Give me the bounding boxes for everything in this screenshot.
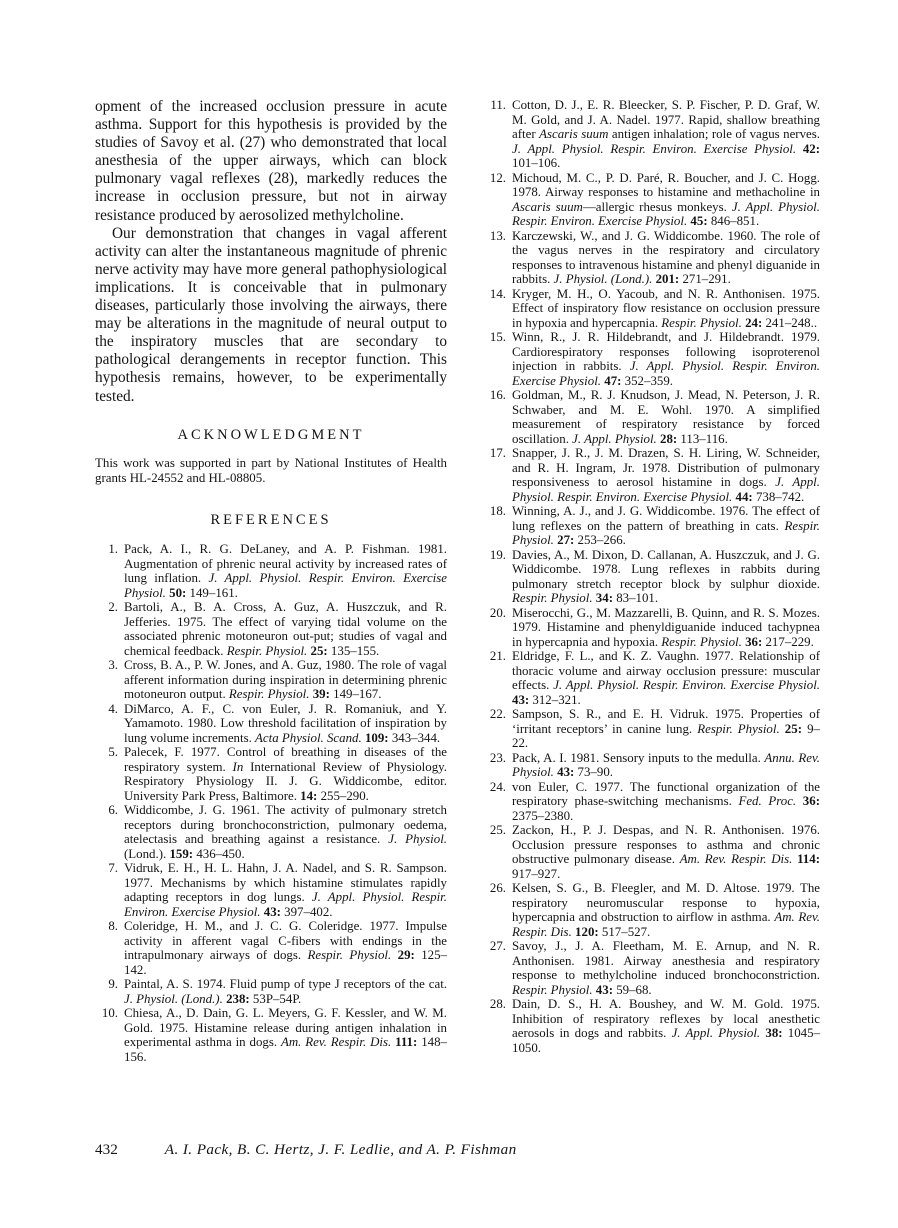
references-list-left bbox=[95, 542, 447, 1064]
reference-text: Coleridge, H. M., and J. C. G. Coleridge. 1977. Impulse activity in afferent vagal C-fibers with endings in the intrapulmonary airways of dogs. Respir. Physiol. 29: 125–142. bbox=[124, 919, 447, 977]
reference-item bbox=[483, 649, 820, 707]
references-list-right bbox=[483, 98, 820, 1055]
reference-text: Karczewski, W., and J. G. Widdicombe. 1960. The role of the vagus nerves in the respiratory and circulatory responses to intravenous histamine and phenyl diguanide in rabbits. J. Physiol. (Lond.). 201: 271–291. bbox=[512, 228, 820, 286]
reference-text: Davies, A., M. Dixon, D. Callanan, A. Huszczuk, and J. G. Widdicombe. 1978. Lung reflexes in rabbits during pulmonary stretch receptor block by sulphur dioxide. Respir. Physiol. 34: 83–101. bbox=[512, 547, 820, 605]
reference-item bbox=[483, 330, 820, 388]
reference-number: 5. bbox=[108, 745, 118, 759]
reference-item bbox=[483, 823, 820, 881]
reference-number: 7. bbox=[108, 861, 118, 875]
reference-number: 8. bbox=[108, 919, 118, 933]
reference-text: Pack, A. I., R. G. DeLaney, and A. P. Fishman. 1981. Augmentation of phrenic neural activity by increased rates of lung inflation. J. Appl. Physiol. Respir. Environ. Exercise Physiol. 50: 149–161. bbox=[124, 542, 447, 600]
reference-text: DiMarco, A. F., C. von Euler, J. R. Romaniuk, and Y. Yamamoto. 1980. Low threshold facilitation of inspiration by lung volume increments. Acta Physiol. Scand. 109: 343–344. bbox=[124, 701, 447, 745]
left-column bbox=[95, 98, 447, 1064]
reference-number: 1. bbox=[108, 542, 118, 556]
reference-item bbox=[95, 702, 447, 746]
reference-item bbox=[483, 548, 820, 606]
reference-number: 21. bbox=[489, 649, 506, 663]
reference-item bbox=[95, 658, 447, 702]
reference-text: Dain, D. S., H. A. Boushey, and W. M. Gold. 1975. Inhibition of respiratory reflexes by local anesthetic aerosols in dogs and rabbits. J. Appl. Physiol. 38: 1045–1050. bbox=[512, 997, 821, 1055]
reference-number: 17. bbox=[489, 446, 506, 460]
reference-item bbox=[483, 751, 820, 780]
reference-number: 12. bbox=[489, 170, 506, 185]
reference-text: Zackon, H., P. J. Despas, and N. R. Anthonisen. 1976. Occlusion pressure responses to asthma and chronic obstructive pulmonary disease. Am. Rev. Respir. Dis. 114: 917–927. bbox=[512, 823, 820, 881]
reference-number: 15. bbox=[489, 330, 506, 344]
reference-item bbox=[95, 1006, 447, 1064]
reference-text: Pack, A. I. 1981. Sensory inputs to the medulla. Annu. Rev. Physiol. 43: 73–90. bbox=[512, 750, 820, 779]
reference-item bbox=[483, 446, 820, 504]
reference-number: 20. bbox=[489, 605, 506, 620]
reference-number: 18. bbox=[489, 504, 506, 518]
right-column bbox=[483, 98, 820, 1064]
reference-item bbox=[95, 542, 447, 600]
reference-item bbox=[483, 98, 820, 171]
reference-number: 13. bbox=[489, 228, 506, 243]
reference-item bbox=[483, 780, 820, 824]
reference-number: 16. bbox=[489, 388, 506, 402]
reference-number: 6. bbox=[108, 803, 118, 817]
reference-text: Paintal, A. S. 1974. Fluid pump of type J receptors of the cat. J. Physiol. (Lond.). 238: 53P–54P. bbox=[124, 977, 447, 1006]
page-number: 432 bbox=[95, 1141, 118, 1158]
page-footer bbox=[95, 1141, 820, 1159]
acknowledgment-heading: ACKNOWLEDGMENT bbox=[177, 426, 365, 443]
reference-text: Snapper, J. R., J. M. Drazen, S. H. Liring, W. Schneider, and R. H. Ingram, Jr. 1978. Distribution of pulmonary responsiveness to aerosol histamine in dogs. J. Appl. Physiol. Respir. Environ. Exercise Physiol. 44: 738–742. bbox=[512, 446, 820, 504]
reference-number: 27. bbox=[489, 939, 506, 953]
reference-number: 19. bbox=[489, 547, 506, 562]
reference-item bbox=[483, 229, 820, 287]
reference-text: Sampson, S. R., and E. H. Vidruk. 1975. Properties of ‘irritant receptors’ in canine lung. Respir. Physiol. 25: 9–22. bbox=[512, 707, 820, 750]
reference-item bbox=[483, 606, 820, 650]
reference-text: Cotton, D. J., E. R. Bleecker, S. P. Fischer, P. D. Graf, W. M. Gold, and J. A. Nadel. 1977. Rapid, shallow breathing after Ascaris suum antigen inhalation; role of vagus nerves. J. Appl. Physiol. Respir. Environ. Exercise Physiol. 42: 101–106. bbox=[512, 98, 820, 170]
reference-text: Winning, A. J., and J. G. Widdicombe. 1976. The effect of lung reflexes on the pattern of breathing in cats. Respir. Physiol. 27: 253–266. bbox=[512, 504, 820, 547]
reference-number: 22. bbox=[489, 707, 506, 721]
reference-text: Michoud, M. C., P. D. Paré, R. Boucher, and J. C. Hogg. 1978. Airway responses to histamine and methacholine in Ascaris suum—allergic rhesus monkeys. J. Appl. Physiol. Respir. Environ. Exercise Physiol. 45: 846–851. bbox=[512, 170, 820, 228]
reference-item bbox=[483, 939, 820, 997]
reference-number: 14. bbox=[489, 286, 506, 301]
reference-item bbox=[483, 997, 820, 1055]
reference-item bbox=[483, 707, 820, 751]
reference-number: 28. bbox=[489, 997, 506, 1011]
reference-text: Winn, R., J. R. Hildebrandt, and J. Hildebrandt. 1979. Cardiorespiratory responses following isoproterenol injection in rabbits. J. Appl. Physiol. Respir. Environ. Exercise Physiol. 47: 352–359. bbox=[512, 330, 821, 388]
reference-text: Eldridge, F. L., and K. Z. Vaughn. 1977. Relationship of thoracic volume and airway occlusion pressure: muscular effects. J. Appl. Physiol. Respir. Environ. Exercise Physiol. 43: 312–321. bbox=[512, 649, 821, 707]
acknowledgment-text: This work was supported in part by National Institutes of Health grants HL-24552 and HL-08805. bbox=[95, 455, 447, 485]
reference-item bbox=[95, 803, 447, 861]
reference-item bbox=[483, 287, 820, 331]
reference-text: Savoy, J., J. A. Fleetham, M. E. Arnup, and N. R. Anthonisen. 1981. Airway anesthesia and respiratory response to methylcholine induced bronchoconstriction. Respir. Physiol. 43: 59–68. bbox=[512, 939, 820, 997]
reference-text: Chiesa, A., D. Dain, G. L. Meyers, G. F. Kessler, and W. M. Gold. 1975. Histamine release during antigen inhalation in experimental asthma in dogs. Am. Rev. Respir. Dis. 111: 148–156. bbox=[124, 1006, 447, 1064]
reference-text: Kelsen, S. G., B. Fleegler, and M. D. Altose. 1979. The respiratory neuromuscular response to hypoxia, hypercapnia and obstruction to airflow in asthma. Am. Rev. Respir. Dis. 120: 517–527. bbox=[512, 881, 820, 939]
reference-number: 3. bbox=[108, 658, 118, 672]
reference-text: Vidruk, E. H., H. L. Hahn, J. A. Nadel, and S. R. Sampson. 1977. Mechanisms by which histamine stimulates rapidly adapting receptors in dog lungs. J. Appl. Physiol. Respir. Environ. Exercise Physiol. 43: 397–402. bbox=[124, 861, 447, 919]
reference-text: Bartoli, A., B. A. Cross, A. Guz, A. Huszczuk, and R. Jefferies. 1975. The effect of varying tidal volume on the associated phrenic motoneuron out-put; studies of vagal and chemical feedback. Respir. Physiol. 25: 135–155. bbox=[124, 600, 447, 658]
running-authors: A. I. Pack, B. C. Hertz, J. F. Ledlie, and A. P. Fishman bbox=[164, 1141, 517, 1158]
reference-text: Miserocchi, G., M. Mazzarelli, B. Quinn, and R. S. Mozes. 1979. Histamine and phenyldiguanide induced tachypnea in hypercapnia and hypoxia. Respir. Physiol. 36: 217–229. bbox=[512, 605, 820, 649]
reference-number: 4. bbox=[108, 701, 118, 716]
reference-number: 9. bbox=[108, 977, 118, 991]
reference-number: 24. bbox=[489, 779, 506, 794]
page-content bbox=[95, 98, 820, 1064]
reference-number: 26. bbox=[489, 881, 506, 895]
reference-item bbox=[483, 388, 820, 446]
reference-text: Goldman, M., R. J. Knudson, J. Mead, N. Peterson, J. R. Schwaber, and M. E. Wohl. 1970. A simplified measurement of respiratory resistance by forced oscillation. J. Appl. Physiol. 28: 113–116. bbox=[512, 388, 820, 446]
body-paragraph-discussion: Our demonstration that changes in vagal afferent activity can alter the instantaneous magnitude of phrenic nerve activity may have more general pathophysiological implications. It is conceivable that in pulmonary diseases, particularly those involving the airways, there may be alterations in the magnitude of neural output to the inspiratory muscles that are secondary to pathological derangements in receptor function. This hypothesis remains, however, to be experimentally tested. bbox=[95, 224, 447, 405]
reference-number: 25. bbox=[489, 823, 506, 837]
reference-item bbox=[483, 881, 820, 939]
reference-number: 2. bbox=[108, 600, 118, 614]
reference-number: 23. bbox=[489, 750, 506, 765]
reference-number: 10. bbox=[101, 1006, 118, 1020]
reference-text: Widdicombe, J. G. 1961. The activity of pulmonary stretch receptors during bronchoconstriction, pulmonary oedema, atelectasis and breathing against a resistance. J. Physiol. (Lond.). 159: 436–450. bbox=[124, 803, 447, 861]
reference-number: 11. bbox=[490, 98, 506, 112]
reference-text: Cross, B. A., P. W. Jones, and A. Guz, 1980. The role of vagal afferent information during inspiration in determining phrenic motoneuron output. Respir. Physiol. 39: 149–167. bbox=[124, 658, 447, 701]
reference-text: von Euler, C. 1977. The functional organization of the respiratory phase-switching mechanisms. Fed. Proc. 36: 2375–2380. bbox=[512, 779, 820, 823]
reference-item bbox=[95, 977, 447, 1006]
reference-item bbox=[95, 861, 447, 919]
reference-item bbox=[483, 504, 820, 548]
reference-item bbox=[483, 171, 820, 229]
reference-item bbox=[95, 919, 447, 977]
reference-text: Kryger, M. H., O. Yacoub, and N. R. Anthonisen. 1975. Effect of inspiratory flow resistance on occlusion pressure in hypoxia and hypercapnia. Respir. Physiol. 24: 241–248.. bbox=[512, 286, 820, 330]
reference-text: Palecek, F. 1977. Control of breathing in diseases of the respiratory system. In International Review of Physiology. Respiratory Physiology II. J. G. Widdicombe, editor. University Park Press, Baltimore. 14: 255–290. bbox=[124, 745, 447, 803]
reference-item bbox=[95, 745, 447, 803]
body-paragraph-continuation: opment of the increased occlusion pressure in acute asthma. Support for this hypothesis is provided by the studies of Savoy et al. (27) who demonstrated that local anesthesia of the upper airways, which can block pulmonary vagal reflexes (28), markedly reduces the increase in occlusion pressure, but not in airway resistance produced by aerosolized methylcholine. bbox=[95, 98, 447, 224]
reference-item bbox=[95, 600, 447, 658]
references-heading: REFERENCES bbox=[210, 512, 332, 528]
